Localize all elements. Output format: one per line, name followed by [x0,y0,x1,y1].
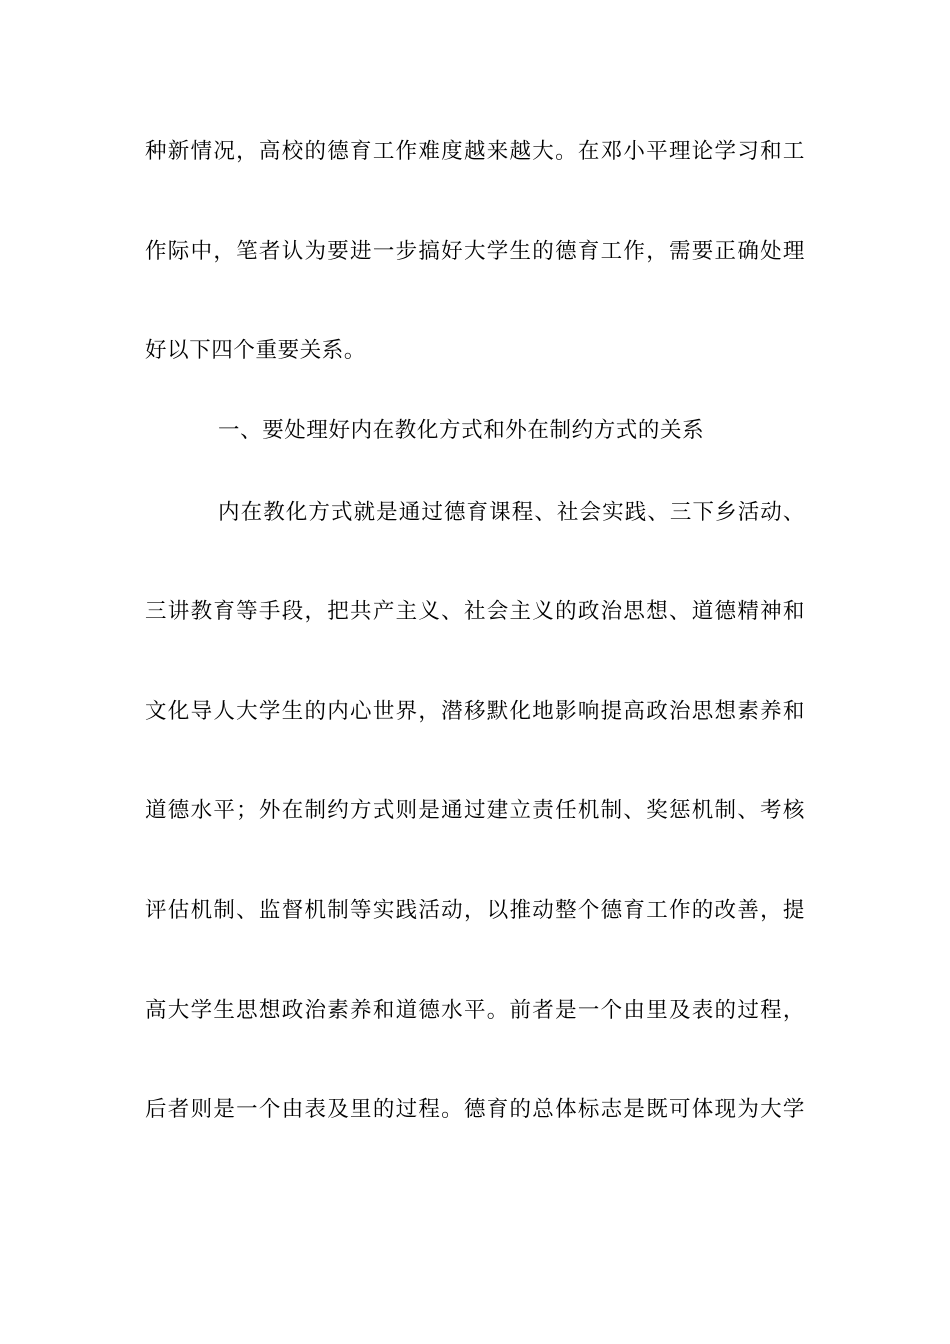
text-line: 高大学生思想政治素养和道德水平。前者是一个由里及表的过程， [145,998,805,1023]
text-line: 作际中，笔者认为要进一步搞好大学生的德育工作，需要正确处理 [145,239,805,264]
text-line: 三讲教育等手段，把共产主义、社会主义的政治思想、道德精神和 [145,599,805,624]
text-line: 评估机制、监督机制等实践活动，以推动整个德育工作的改善，提 [145,898,805,923]
text-line: 文化导人大学生的内心世界，潜移默化地影响提高政治思想素养和 [145,699,805,724]
text-line: 道德水平；外在制约方式则是通过建立责任机制、奖惩机制、考核 [145,798,805,823]
section-heading: 一、要处理好内在教化方式和外在制约方式的关系 [218,418,705,443]
text-line: 种新情况，高校的德育工作难度越来越大。在邓小平理论学习和工 [145,139,805,164]
text-line: 内在教化方式就是通过德育课程、社会实践、三下乡活动、 [218,500,805,525]
text-line: 好以下四个重要关系。 [145,338,367,363]
text-line: 后者则是一个由表及里的过程。德育的总体标志是既可体现为大学 [145,1097,805,1122]
